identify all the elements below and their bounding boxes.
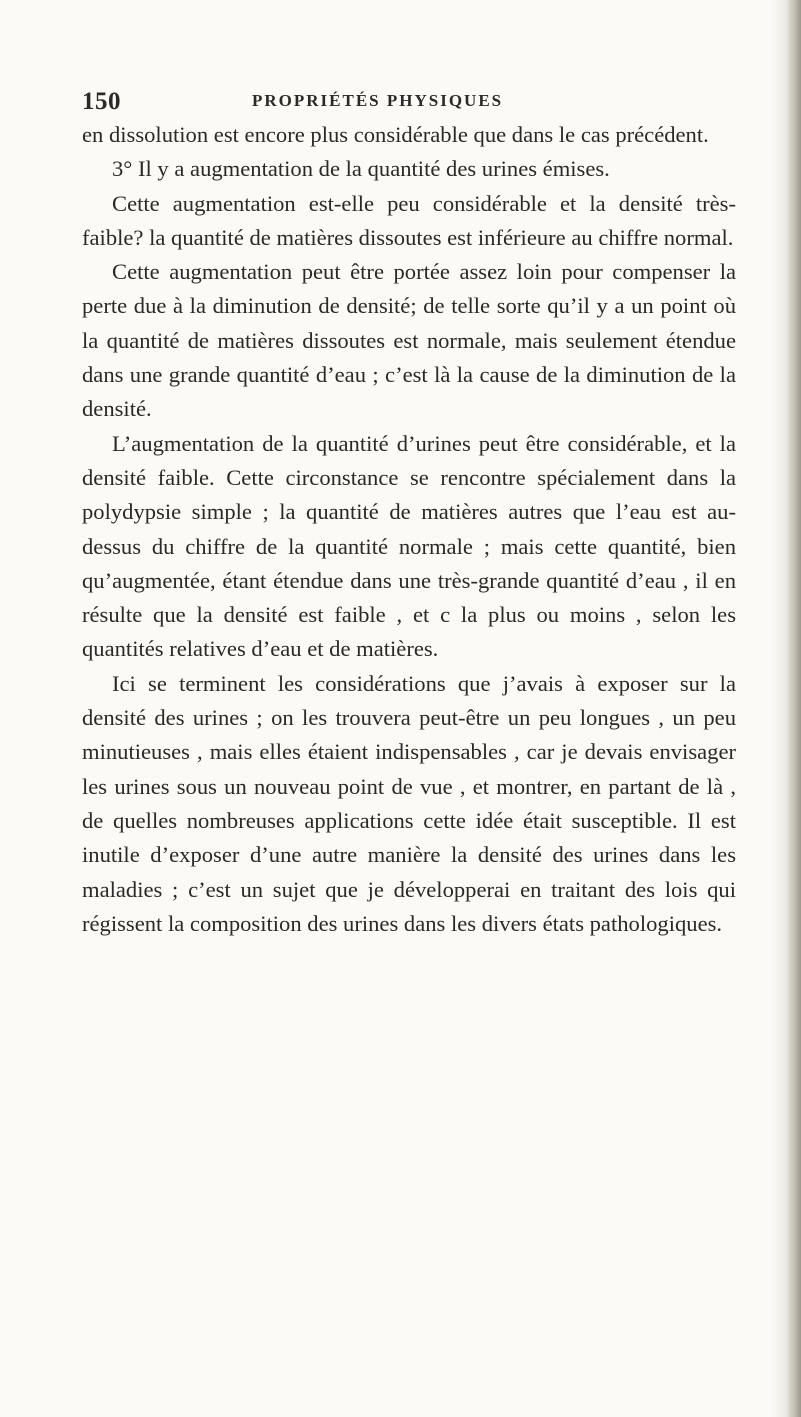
page-number: 150: [82, 88, 121, 115]
paragraph: en dissolution est encore plus considérable que dans le cas précédent.: [82, 122, 709, 147]
page-edge-shadow: [787, 0, 801, 1417]
paragraph: Cette augmentation est-elle peu considérable et la densité très-faible? la quantité de matières dissoutes est inférieure au chiffre normal.: [82, 190, 736, 250]
running-title: PROPRIÉTÉS PHYSIQUES: [252, 91, 504, 110]
running-head: [82, 88, 622, 118]
body-text: [82, 118, 736, 941]
paragraph: Cette augmentation peut être portée assez loin pour compenser la perte due à la diminution de densité; de telle sorte qu’il y a un point où la quantité de matières dissoutes est normale, mais seulement étendue dans une grande quantité d’eau ; c’est là la cause de la diminution de la densité.: [82, 259, 736, 422]
paragraph: Ici se terminent les considérations que j’avais à exposer sur la densité des urines ; on les trouvera peut-être un peu longues , un peu minutieuses , mais elles étaient indispensables , car je devais envisager les urines sous un nouveau point de vue , et montrer, en partant de là , de quelles nombreuses applications cette idée était susceptible. Il est inutile d’exposer d’une autre manière la densité des urines dans les maladies ; c’est un sujet que je développerai en traitant des lois qui régissent la composition des urines dans les divers états pathologiques.: [82, 670, 736, 936]
paragraph: 3° Il y a augmentation de la quantité des urines émises.: [112, 156, 610, 182]
paragraph: L’augmentation de la quantité d’urines peut être considérable, et la densité faible. Cette circonstance se rencontre spécialement dans la polydypsie simple ; la quantité de matières autres que l’eau est au-dessus du chiffre de la quantité normale ; mais cette quantité, bien qu’augmentée, étant étendue dans une très-grande quantité d’eau , il en résulte que la densité est faible , et c la plus ou moins , selon les quantités relatives d’eau et de matières.: [82, 430, 736, 662]
